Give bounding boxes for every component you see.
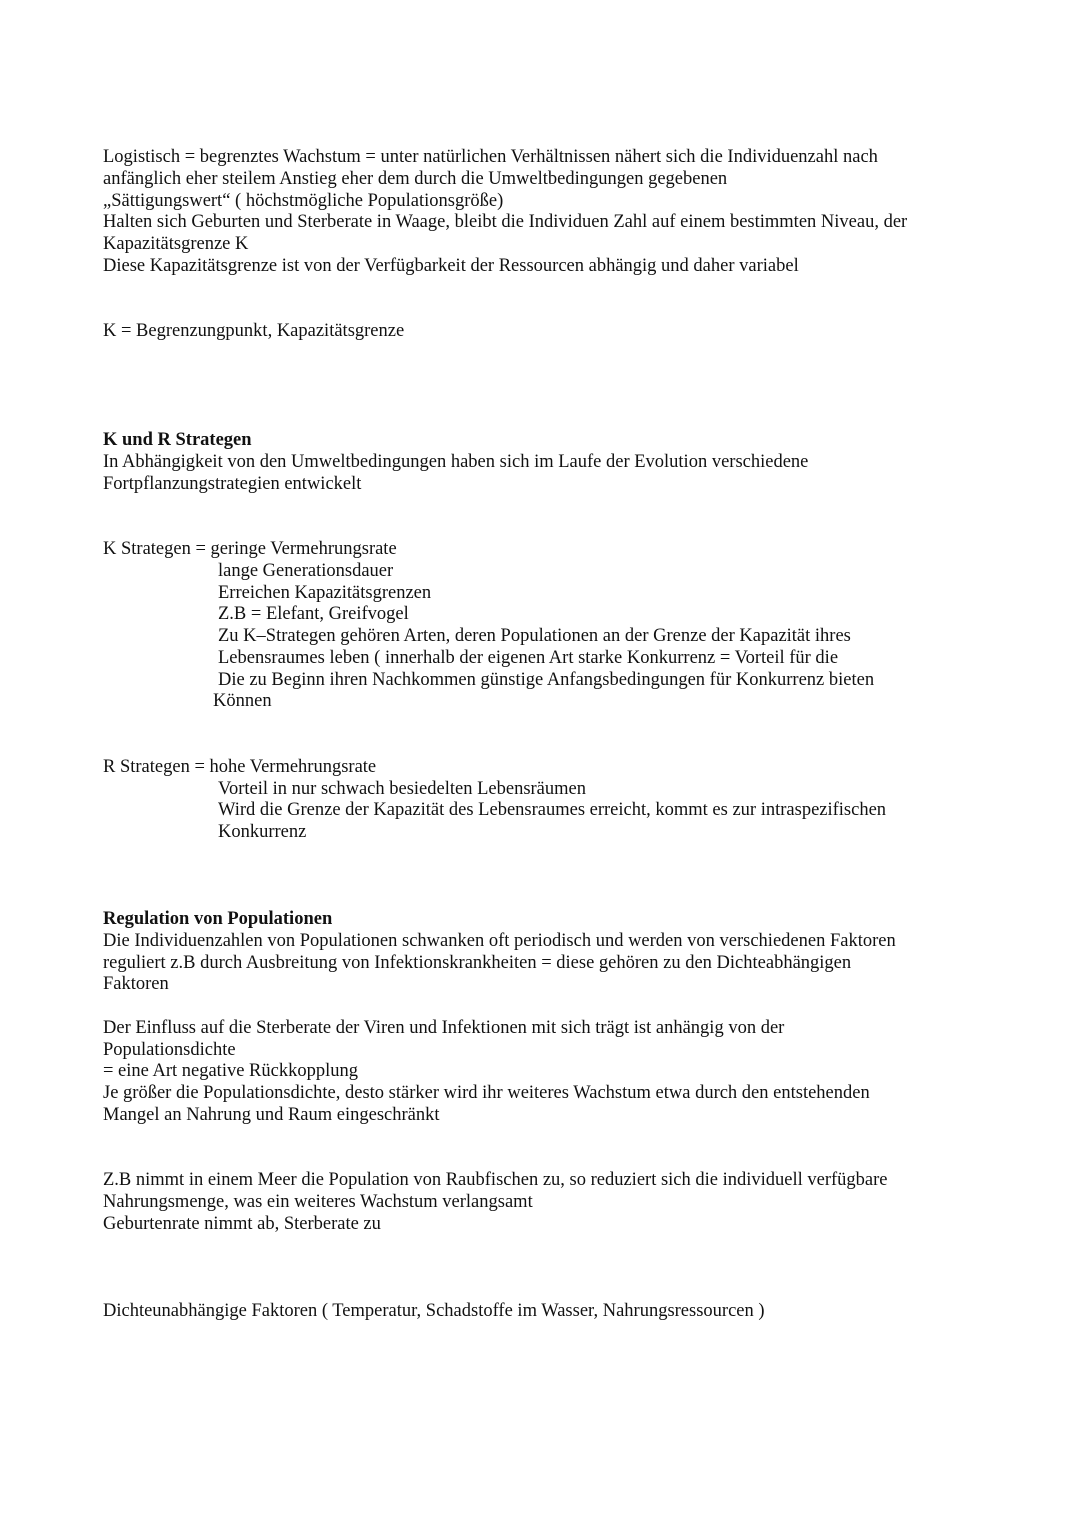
regulation-heading: Regulation von Populationen <box>103 909 333 929</box>
k-strategists-head: K Strategen = geringe Vermehrungsrate <box>103 539 397 559</box>
k-strategists-line-1: lange Generationsdauer <box>218 561 394 581</box>
regulation-para2-line-2: Populationsdichte <box>103 1040 236 1060</box>
logistic-line-4: Halten sich Geburten und Sterberate in Waage, bleibt die Individuen Zahl auf einem bestimmten Niveau, der <box>103 212 908 232</box>
r-strategists-line-3: Konkurrenz <box>218 822 307 842</box>
regulation-para3-line-2: Nahrungsmenge, was ein weiteres Wachstum verlangsamt <box>103 1192 533 1212</box>
logistic-line-6: Diese Kapazitätsgrenze ist von der Verfügbarkeit der Ressourcen abhängig und daher variabel <box>103 256 799 276</box>
regulation-para1-line-1: Die Individuenzahlen von Populationen schwanken oft periodisch und werden von verschiedenen Faktoren <box>103 931 896 951</box>
regulation-para3-line-1: Z.B nimmt in einem Meer die Population von Raubfischen zu, so reduziert sich die individuell verfügbare <box>103 1170 888 1190</box>
regulation-para1-line-3: Faktoren <box>103 974 169 994</box>
logistic-line-3: „Sättigungswert“ ( höchstmögliche Populationsgröße) <box>103 191 504 211</box>
r-strategists-head: R Strategen = hohe Vermehrungsrate <box>103 757 377 777</box>
logistic-line-2: anfänglich eher steilem Anstieg eher dem durch die Umweltbedingungen gegebenen <box>103 169 728 189</box>
r-strategists-line-1: Vorteil in nur schwach besiedelten Lebensräumen <box>218 779 586 799</box>
regulation-para2-line-1: Der Einfluss auf die Sterberate der Viren und Infektionen mit sich trägt ist anhängig von der <box>103 1018 785 1038</box>
regulation-para2-line-5: Mangel an Nahrung und Raum eingeschränkt <box>103 1105 440 1125</box>
k-strategists-line-7: Können <box>213 691 272 711</box>
logistic-line-5: Kapazitätsgrenze K <box>103 234 249 254</box>
strategists-heading: K und R Strategen <box>103 430 252 450</box>
r-strategists-line-2: Wird die Grenze der Kapazität des Lebensraumes erreicht, kommt es zur intraspezifischen <box>218 800 887 820</box>
k-definition: K = Begrenzungpunkt, Kapazitätsgrenze <box>103 321 405 341</box>
strategists-intro-2: Fortpflanzungstrategien entwickelt <box>103 474 362 494</box>
regulation-para2-line-4: Je größer die Populationsdichte, desto stärker wird ihr weiteres Wachstum etwa durch den entstehenden <box>103 1083 870 1103</box>
k-strategists-line-4: Zu K–Strategen gehören Arten, deren Populationen an der Grenze der Kapazität ihres <box>218 626 851 646</box>
regulation-para2-line-3: = eine Art negative Rückkopplung <box>103 1061 358 1081</box>
k-strategists-line-2: Erreichen Kapazitätsgrenzen <box>218 583 432 603</box>
density-independent-factors: Dichteunabhängige Faktoren ( Temperatur, Schadstoffe im Wasser, Nahrungsressourcen ) <box>103 1301 765 1321</box>
k-strategists-line-6: Die zu Beginn ihren Nachkommen günstige Anfangsbedingungen für Konkurrenz bieten <box>218 670 875 690</box>
regulation-para1-line-2: reguliert z.B durch Ausbreitung von Infektionskrankheiten = diese gehören zu den Dichteabhängigen <box>103 953 852 973</box>
regulation-para3-line-3: Geburtenrate nimmt ab, Sterberate zu <box>103 1214 381 1234</box>
strategists-intro-1: In Abhängigkeit von den Umweltbedingungen haben sich im Laufe der Evolution verschiedene <box>103 452 809 472</box>
logistic-line-1: Logistisch = begrenztes Wachstum = unter natürlichen Verhältnissen nähert sich die Individuenzahl nach <box>103 147 878 167</box>
k-strategists-line-3: Z.B = Elefant, Greifvogel <box>218 604 409 624</box>
k-strategists-line-5: Lebensraumes leben ( innerhalb der eigenen Art starke Konkurrenz = Vorteil für die <box>218 648 839 668</box>
